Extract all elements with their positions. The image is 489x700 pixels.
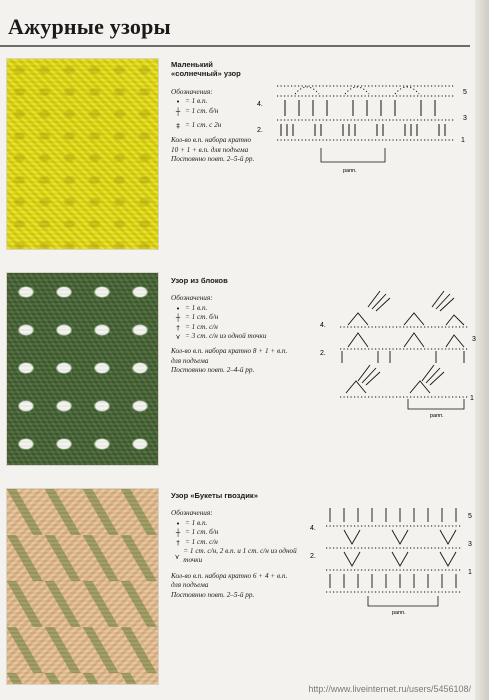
legend-title: Обозначения: bbox=[171, 509, 213, 518]
v-stitch-icon: ⋎ bbox=[174, 551, 180, 561]
chain-stitch-icon: • bbox=[175, 518, 181, 528]
row-label: 2. bbox=[310, 553, 316, 560]
stitch-row bbox=[281, 124, 445, 136]
pattern-3-crochet-chart bbox=[308, 500, 478, 620]
chain-stitch-icon: • bbox=[175, 97, 181, 107]
row-number: 3 bbox=[468, 541, 472, 548]
chain-stitch-icon: • bbox=[175, 303, 181, 313]
single-crochet-icon: ┼ bbox=[175, 528, 181, 538]
title-divider bbox=[0, 45, 470, 47]
pattern-3-repeat-note: Постоянно повт. 2–5-й рр. bbox=[171, 590, 255, 599]
row-number: 3 bbox=[463, 115, 467, 122]
legend-row: ⋎ = 1 ст. с/н, 2 в.п. и 1 ст. с/н из одной точки bbox=[171, 547, 301, 566]
row-label: 4. bbox=[310, 525, 316, 532]
pattern-1-repeat-note: Постоянно повт. 2–5-й рр. bbox=[171, 155, 255, 164]
yellow-swatch-photo bbox=[6, 58, 159, 250]
pattern-2-description bbox=[171, 276, 301, 376]
rapport-label: рапп. bbox=[392, 610, 406, 616]
cluster-icon: ⋎ bbox=[175, 332, 181, 342]
single-crochet-icon: ┼ bbox=[175, 106, 181, 116]
pattern-1-name: Маленький bbox=[171, 60, 213, 69]
pattern-1-name-line2: «солнечный» узор bbox=[171, 69, 241, 79]
legend-row: • = 1 в.п. bbox=[171, 519, 301, 528]
green-swatch-photo bbox=[6, 272, 159, 466]
pattern-3-name: Узор «Букеты гвоздик» bbox=[171, 491, 258, 500]
legend-row: † = 1 ст. с/н bbox=[171, 323, 301, 332]
page-title: Ажурные узоры bbox=[8, 14, 171, 39]
pattern-2-repeat-note: Постоянно повт. 2–4-й рр. bbox=[171, 366, 255, 375]
single-crochet-icon: ┼ bbox=[175, 313, 181, 323]
row-number: 5 bbox=[468, 513, 472, 520]
row-number: 1 bbox=[461, 137, 465, 144]
pattern-2-crochet-chart bbox=[318, 285, 478, 425]
legend-row: ┼ = 1 ст. б/н bbox=[171, 107, 301, 116]
legend-row: • = 1 в.п. bbox=[171, 304, 301, 313]
row-number: 1 bbox=[468, 569, 472, 576]
row-number: 5 bbox=[463, 89, 467, 96]
legend-title: Обозначения: bbox=[171, 294, 213, 303]
row-label: 4. bbox=[257, 101, 263, 108]
pattern-3-note: для подъема bbox=[171, 581, 209, 590]
source-url: http://www.liveinternet.ru/users/5456108/ bbox=[308, 684, 471, 694]
row-number: 1 bbox=[470, 395, 474, 402]
rapport-label: рапп. bbox=[343, 168, 357, 174]
double-crochet-icon: † bbox=[176, 537, 180, 547]
legend-row: ‡ = 1 ст. с 2н bbox=[171, 121, 301, 130]
pattern-1-crochet-chart bbox=[255, 78, 470, 178]
row-label: 2. bbox=[320, 350, 326, 357]
row-label: 4. bbox=[320, 322, 326, 329]
legend-row: ┼ = 1 ст. б/н bbox=[171, 313, 301, 322]
row-label: 2. bbox=[257, 127, 263, 134]
rapport-label: рапп. bbox=[430, 413, 444, 419]
pattern-3-description bbox=[171, 491, 301, 600]
pattern-1-note: 10 + 1 + в.п. для подъема bbox=[171, 145, 249, 154]
row-number: 3 bbox=[472, 336, 476, 343]
legend-row: † = 1 ст. с/н bbox=[171, 538, 301, 547]
legend-row: ┼ = 1 ст. б/н bbox=[171, 528, 301, 537]
pattern-2-note: для подъема bbox=[171, 356, 209, 365]
legend-title: Обозначения: bbox=[171, 87, 213, 96]
pattern-2-note: Кол-во в.п. набора кратно 8 + 1 + в.п. bbox=[171, 347, 288, 356]
beige-swatch-photo bbox=[6, 488, 159, 685]
legend-row: • = 1 в.п. bbox=[171, 97, 301, 106]
double-crochet-icon: † bbox=[176, 322, 180, 332]
stitch-row bbox=[285, 100, 435, 116]
pattern-1-note: Кол-во в.п. набора кратно bbox=[171, 136, 252, 145]
legend-row: ⋎ = 3 ст. с/н из одной точки bbox=[171, 332, 301, 341]
pattern-3-note: Кол-во в.п. набора кратно 6 + 4 + в.п. bbox=[171, 571, 288, 580]
pattern-2-name: Узор из блоков bbox=[171, 276, 228, 285]
double-treble-icon: ‡ bbox=[176, 121, 180, 131]
